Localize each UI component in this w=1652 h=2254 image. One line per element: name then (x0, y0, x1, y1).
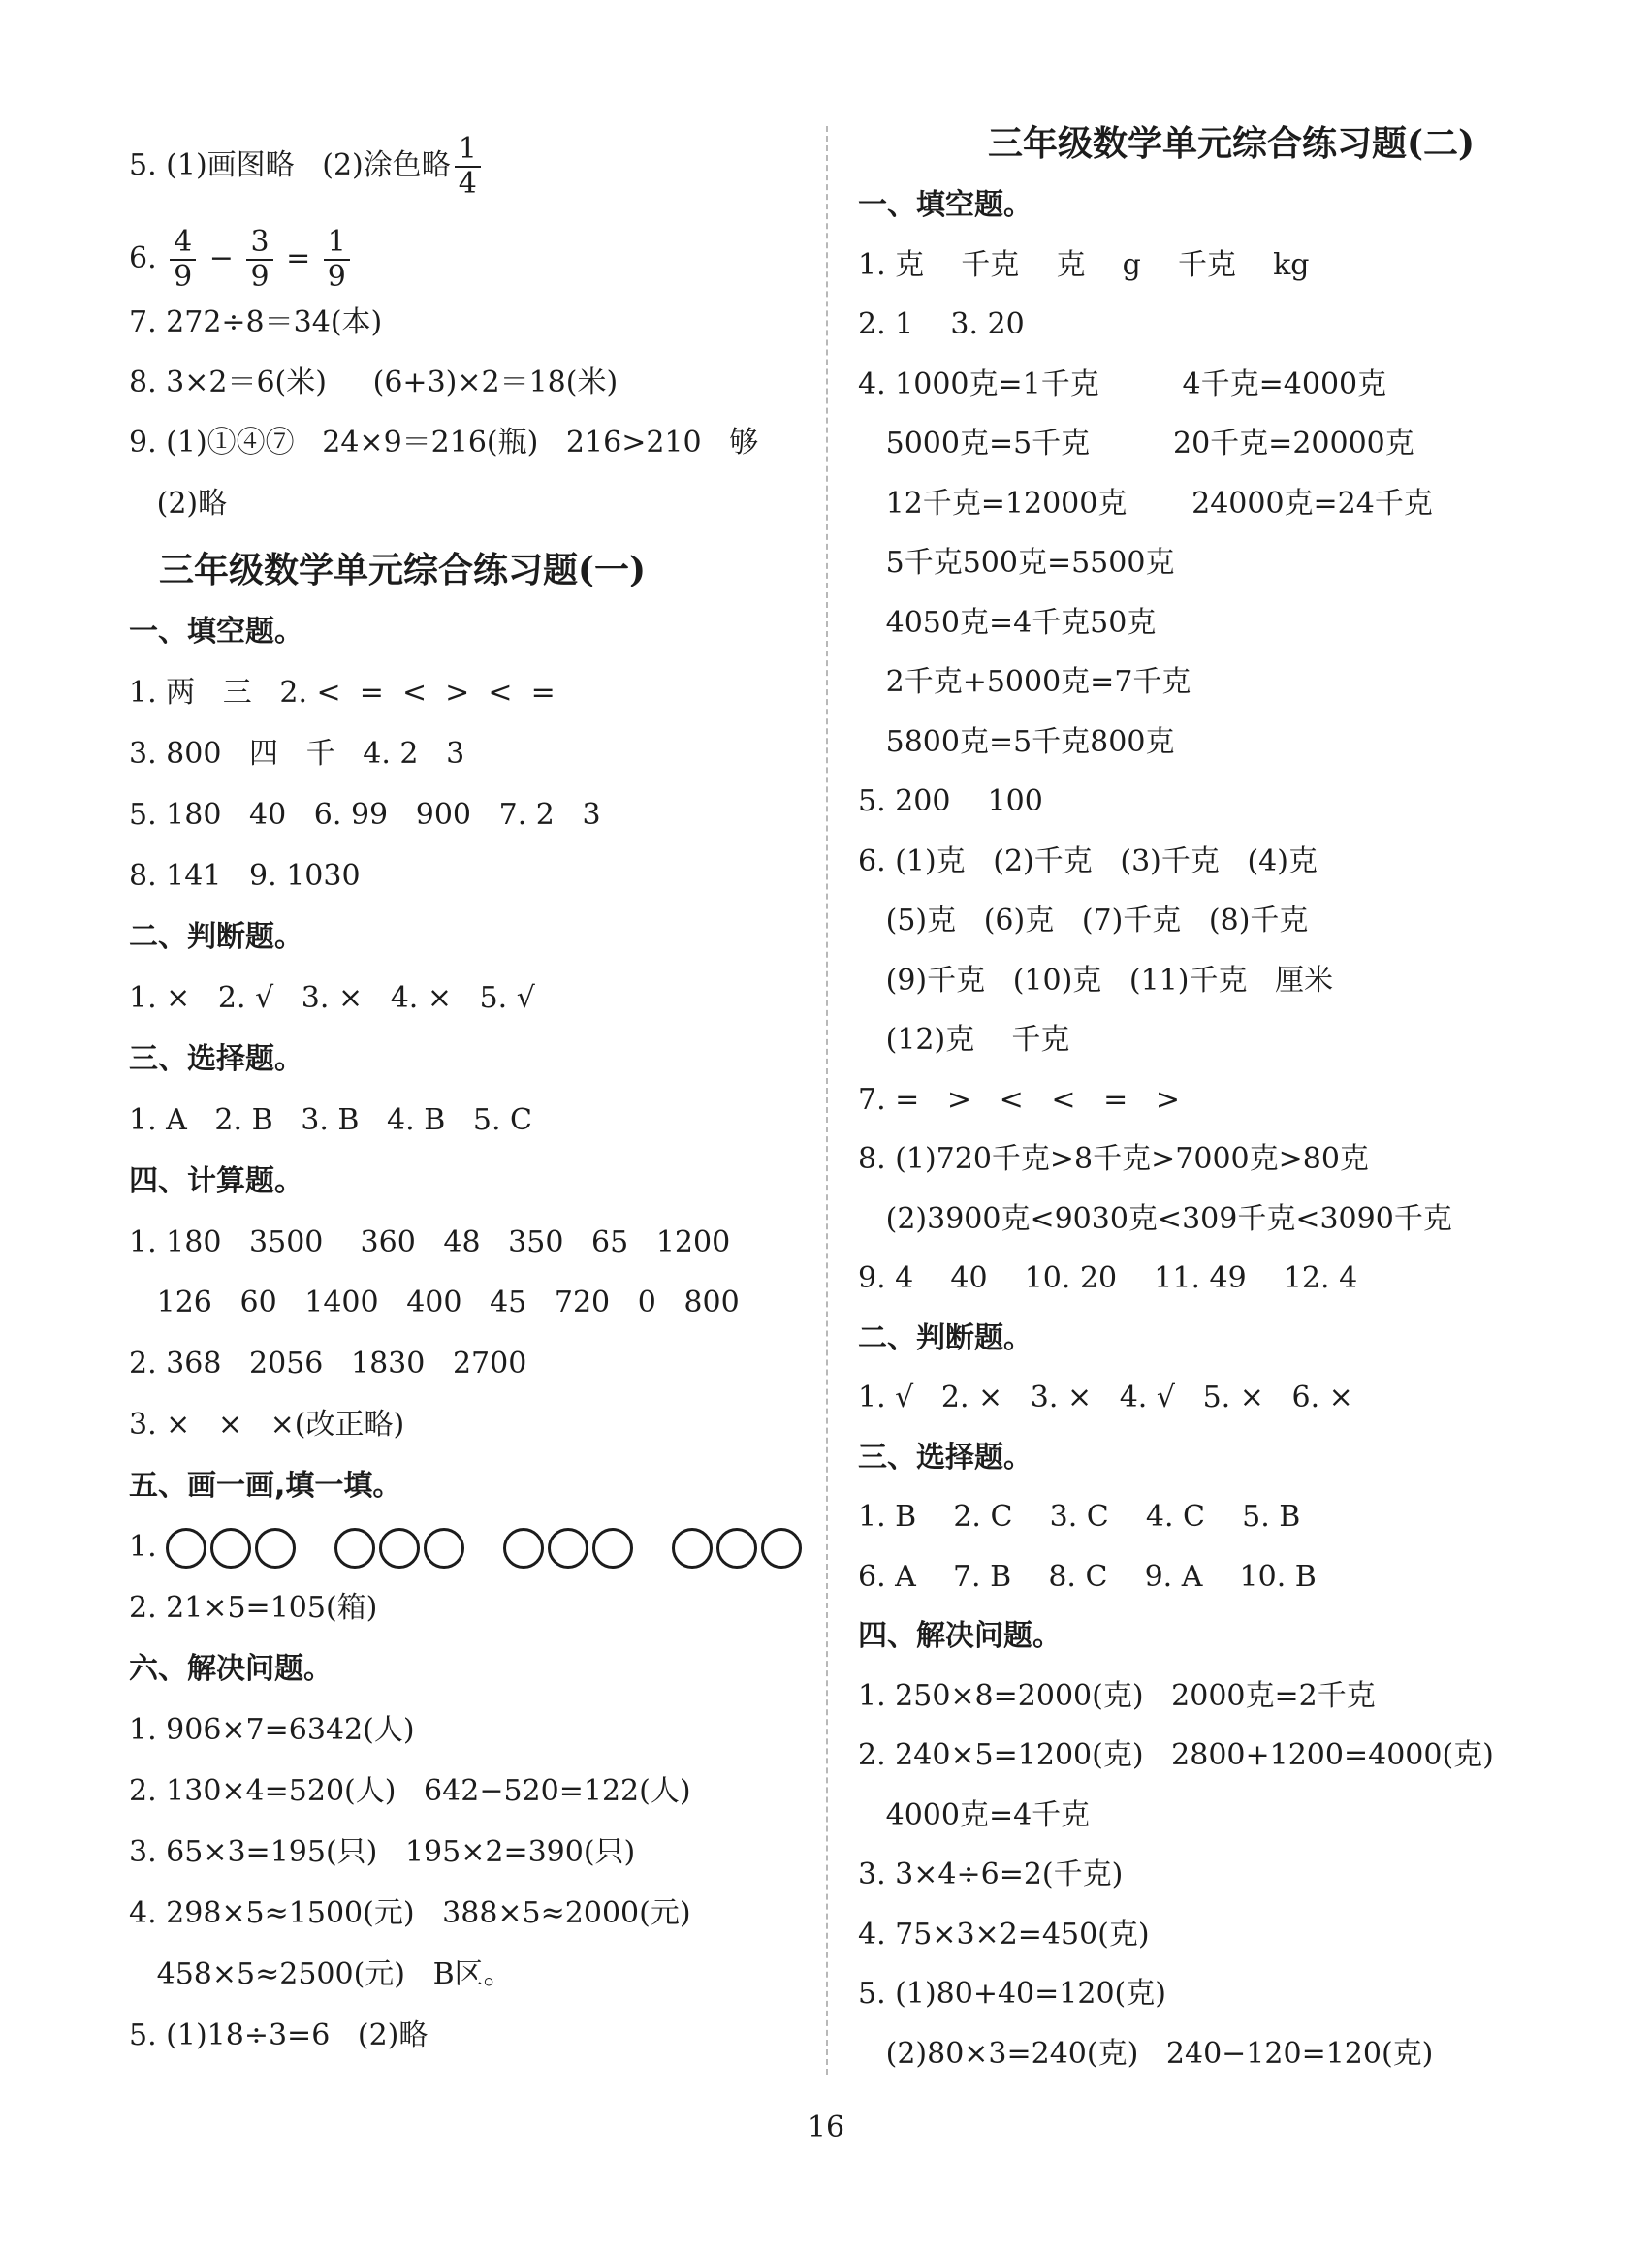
line-text: 4. 1000克=1千克 4千克=4000克 (858, 367, 1387, 401)
line-text: 1. × 2. √ 3. × 4. × 5. √ (129, 981, 535, 1015)
section-heading (129, 1162, 303, 1201)
answer-line (858, 1140, 1369, 1179)
line-text: 一、填空题。 (129, 615, 303, 649)
answer-line (129, 1589, 377, 1628)
answer-line (858, 604, 1156, 643)
answer-line (129, 364, 618, 402)
line-text: 4. 75×3×2=450(克) (858, 1918, 1150, 1952)
line-text: 5. (1)画图略 (2)涂色略 (129, 148, 451, 182)
line-text: 三、选择题。 (858, 1441, 1032, 1475)
line-text: 六、解决问题。 (129, 1652, 333, 1686)
fraction-denominator: 4 (458, 167, 477, 201)
answer-line (858, 1021, 1069, 1060)
section-title: 三年级数学单元综合练习题(二) (987, 123, 1476, 164)
fraction-numerator: 1 (455, 133, 481, 168)
circle-shape (592, 1528, 633, 1569)
fraction (170, 226, 196, 294)
section-title: 三年级数学单元综合练习题(一) (158, 550, 647, 590)
line-text: 8. 141 9. 1030 (129, 859, 361, 893)
line-text: (2)80×3=240(克) 240−120=120(克) (858, 2037, 1434, 2071)
circle-shape (503, 1528, 544, 1569)
line-text: 1. 180 3500 360 48 350 65 1200 (129, 1225, 731, 1259)
answer-line (129, 979, 535, 1018)
line-text: 2千克+5000克=7千克 (858, 665, 1191, 699)
line-text: 4050克=4千克50克 (858, 606, 1157, 640)
answer-line (858, 1558, 1317, 1597)
line-text: 5000克=5千克 20千克=20000克 (858, 427, 1414, 460)
answer-line (858, 782, 1043, 821)
operator: − (200, 241, 243, 275)
fraction-denominator: 9 (174, 260, 193, 294)
circle-shape (716, 1528, 757, 1569)
line-text: (2)3900克<9030克<309千克<3090千克 (858, 1202, 1452, 1236)
answer-line (129, 1833, 635, 1872)
answer-line (858, 1736, 1494, 1775)
answer-line (858, 663, 1191, 702)
item-number: 6. (129, 241, 167, 275)
answer-line (129, 857, 361, 896)
answer-line (129, 2016, 428, 2055)
line-text: 12千克=12000克 24000克=24千克 (858, 487, 1433, 521)
answer-line (858, 1081, 1180, 1120)
answer-line (858, 1498, 1300, 1537)
answer-line (129, 1955, 513, 1994)
line-text: 7. 272÷8＝34(本) (129, 305, 383, 339)
line-text: (9)千克 (10)克 (11)千克 厘米 (858, 964, 1334, 998)
fraction (455, 133, 481, 201)
answer-line (858, 485, 1433, 524)
fraction-numerator: 1 (324, 226, 350, 261)
line-text: (5)克 (6)克 (7)千克 (8)千克 (858, 904, 1309, 937)
answer-line (129, 1345, 526, 1383)
line-text: 二、判断题。 (129, 920, 303, 954)
answer-line (858, 902, 1308, 940)
circle-shape (424, 1528, 464, 1569)
line-text: 五、画一画,填一填。 (129, 1469, 402, 1503)
line-text: 2. 130×4=520(人) 642−520=122(人) (129, 1774, 691, 1808)
line-text: 3. 3×4÷6=2(千克) (858, 1857, 1124, 1891)
answer-line (129, 674, 556, 713)
fraction-numerator: 3 (246, 226, 272, 261)
line-text: 3. 800 四 千 4. 2 3 (129, 737, 465, 771)
line-text: 458×5≈2500(元) B区。 (129, 1957, 513, 1991)
answer-line (129, 303, 382, 342)
line-text: 2. 368 2056 1830 2700 (129, 1347, 527, 1381)
circle-group (334, 1528, 468, 1569)
line-text: 1. 两 三 2. < = < > < = (129, 676, 556, 710)
answer-line (858, 1379, 1353, 1417)
line-text: 1. (129, 1530, 157, 1564)
answer-line (129, 1223, 730, 1262)
line-text: 126 60 1400 400 45 720 0 800 (129, 1286, 740, 1319)
line-text: 3. × × ×(改正略) (129, 1408, 405, 1442)
answer-line (129, 796, 601, 835)
answer-line (129, 226, 354, 294)
section-heading (129, 918, 303, 957)
line-text: 9. 4 40 10. 20 11. 49 12. 4 (858, 1261, 1358, 1295)
line-text: 1. A 2. B 3. B 4. B 5. C (129, 1103, 532, 1137)
answer-line (129, 1101, 532, 1140)
answer-line (858, 1677, 1376, 1716)
answer-line (858, 1975, 1166, 2014)
line-text: 5. (1)18÷3=6 (2)略 (129, 2018, 429, 2052)
line-text: 5800克=5千克800克 (858, 725, 1175, 759)
answer-line (129, 424, 758, 462)
section-heading (858, 1319, 1032, 1358)
line-text: 8. 3×2＝6(米) (6+3)×2＝18(米) (129, 365, 619, 399)
section-heading (129, 1040, 303, 1079)
circle-group (503, 1528, 637, 1569)
fraction-numerator: 4 (170, 226, 196, 261)
fraction (324, 226, 350, 294)
line-text: 2. 21×5=105(箱) (129, 1591, 378, 1625)
line-text: 四、解决问题。 (858, 1619, 1062, 1653)
answer-line (858, 544, 1174, 583)
line-text: 1. 克 千克 克 g 千克 kg (858, 248, 1310, 282)
line-text: 1. 250×8=2000(克) 2000克=2千克 (858, 1679, 1376, 1713)
answer-line (858, 1796, 1090, 1835)
answer-line (129, 1894, 691, 1933)
answer-line (129, 1711, 415, 1750)
line-text: 7. = > < < = > (858, 1083, 1181, 1117)
answer-line (129, 1528, 841, 1569)
section-heading (858, 1439, 1032, 1477)
circle-shape (761, 1528, 802, 1569)
line-text: 3. 65×3=195(只) 195×2=390(只) (129, 1835, 636, 1869)
answer-line (858, 365, 1386, 404)
answer-line (858, 962, 1333, 1000)
fraction-denominator: 9 (327, 260, 346, 294)
line-text: 二、判断题。 (858, 1321, 1032, 1355)
line-text: 9. (1)①④⑦ 24×9＝216(瓶) 216>210 够 (129, 426, 759, 460)
answer-line (129, 485, 227, 524)
line-text: 6. (1)克 (2)千克 (3)千克 (4)克 (858, 844, 1318, 878)
line-text: 5. (1)80+40=120(克) (858, 1977, 1166, 2011)
answer-line (858, 1856, 1123, 1894)
fraction (246, 226, 272, 294)
circle-shape (548, 1528, 588, 1569)
section-heading (858, 1617, 1062, 1656)
answer-line (129, 1284, 740, 1322)
page-number: 16 (807, 2111, 845, 2144)
section-heading (129, 1650, 333, 1689)
answer-line (858, 1200, 1452, 1239)
line-text: 4. 298×5≈1500(元) 388×5≈2000(元) (129, 1896, 691, 1930)
answer-line (129, 735, 464, 774)
answer-line (858, 2035, 1433, 2074)
circle-shape (166, 1528, 206, 1569)
line-text: 5. 180 40 6. 99 900 7. 2 3 (129, 798, 601, 832)
line-text: 8. (1)720千克>8千克>7000克>80克 (858, 1142, 1369, 1176)
line-text: 一、填空题。 (858, 188, 1032, 222)
answer-line (858, 305, 1025, 344)
section-heading (129, 1467, 401, 1506)
line-text: 2. 1 3. 20 (858, 307, 1025, 341)
line-text: 三、选择题。 (129, 1042, 303, 1076)
line-text: 2. 240×5=1200(克) 2800+1200=4000(克) (858, 1738, 1494, 1772)
circle-group (166, 1528, 300, 1569)
operator: = (276, 241, 320, 275)
fraction-denominator: 9 (250, 260, 270, 294)
answer-line (858, 1259, 1357, 1298)
answer-line (858, 246, 1309, 285)
answer-line (858, 723, 1174, 762)
circle-shape (672, 1528, 713, 1569)
line-text: 6. A 7. B 8. C 9. A 10. B (858, 1560, 1317, 1594)
line-text: (12)克 千克 (858, 1023, 1070, 1057)
column-divider (826, 126, 828, 2075)
line-text: 1. B 2. C 3. C 4. C 5. B (858, 1500, 1301, 1534)
line-text: 四、计算题。 (129, 1164, 303, 1198)
circle-shape (255, 1528, 296, 1569)
answer-line (858, 842, 1318, 881)
line-text: 5千克500克=5500克 (858, 546, 1175, 580)
line-text: (2)略 (129, 487, 228, 521)
answer-line (858, 1916, 1150, 1954)
answer-line (858, 425, 1414, 463)
answer-line (129, 133, 485, 201)
line-text: 1. √ 2. × 3. × 4. √ 5. × 6. × (858, 1381, 1353, 1414)
circle-shape (210, 1528, 251, 1569)
answer-line (129, 1406, 404, 1444)
circle-shape (334, 1528, 375, 1569)
section-heading (129, 613, 303, 651)
line-text: 1. 906×7=6342(人) (129, 1713, 415, 1747)
circle-group (672, 1528, 806, 1569)
circle-shape (379, 1528, 420, 1569)
line-text: 5. 200 100 (858, 784, 1043, 818)
answer-line (129, 1772, 691, 1811)
section-heading (858, 186, 1032, 225)
line-text: 4000克=4千克 (858, 1798, 1091, 1832)
